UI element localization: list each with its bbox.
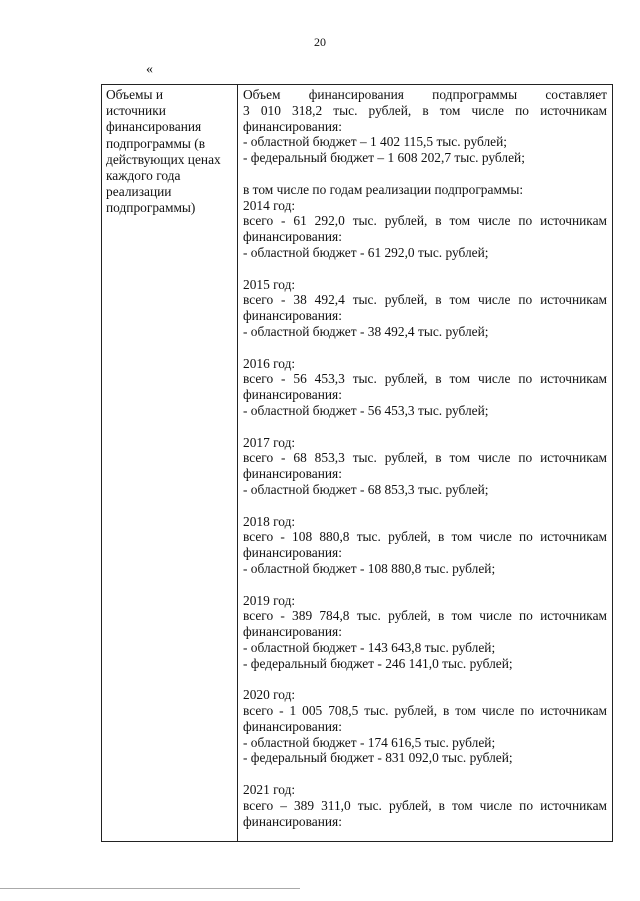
summary-line: 3 010 318,2 тыс. рублей, в том числе по источникам <box>243 102 607 118</box>
year-regional: - областной бюджет - 61 292,0 тыс. рублей; <box>243 244 489 260</box>
year-heading: 2015 год: <box>243 276 296 292</box>
year-block-2019 <box>243 593 607 672</box>
year-total: всего – 389 311,0 тыс. рублей, в том числе по источникам <box>243 797 607 813</box>
year-regional: - областной бюджет - 174 616,5 тыс. рублей; <box>243 734 496 750</box>
year-sources: финансирования: <box>243 813 342 829</box>
funding-table <box>101 84 613 842</box>
year-federal: - федеральный бюджет - 831 092,0 тыс. рублей; <box>243 750 513 766</box>
label-line: источники <box>106 103 166 119</box>
label-line: Объемы и <box>106 87 164 102</box>
year-block-2018 <box>243 514 607 577</box>
year-federal: - федеральный бюджет - 246 141,0 тыс. рублей; <box>243 655 513 671</box>
year-block-2017 <box>243 435 607 498</box>
summary-line: Объем финансирования подпрограммы составляет <box>243 87 607 102</box>
year-total: всего - 389 784,8 тыс. рублей, в том числе по источникам <box>243 608 607 624</box>
year-regional: - областной бюджет - 143 643,8 тыс. рублей; <box>243 639 496 655</box>
year-sources: финансирования: <box>243 545 342 561</box>
year-sources: финансирования: <box>243 308 342 324</box>
by-years-intro: в том числе по годам реализации подпрограммы: <box>243 181 524 197</box>
year-total: всего - 56 453,3 тыс. рублей, в том числе по источникам <box>243 371 607 387</box>
year-heading: 2021 год: <box>243 782 296 798</box>
year-total: всего - 61 292,0 тыс. рублей, в том числе по источникам <box>243 213 607 229</box>
summary-line: финансирования: <box>243 118 342 134</box>
label-line: подпрограммы (в <box>106 135 206 151</box>
summary-federal: - федеральный бюджет – 1 608 202,7 тыс. рублей; <box>243 150 525 166</box>
opening-quote-mark: « <box>146 62 153 77</box>
year-sources: финансирования: <box>243 229 342 245</box>
year-total: всего - 38 492,4 тыс. рублей, в том числе по источникам <box>243 292 607 308</box>
year-heading: 2014 год: <box>243 197 296 213</box>
page-number: 20 <box>314 35 326 49</box>
label-line: подпрограммы) <box>106 200 196 216</box>
footer-rule <box>0 888 300 889</box>
label-line: реализации <box>106 184 172 200</box>
year-sources: финансирования: <box>243 466 342 482</box>
year-regional: - областной бюджет - 38 492,4 тыс. рублей; <box>243 323 489 339</box>
label-line: каждого года <box>106 168 181 184</box>
year-sources: финансирования: <box>243 387 342 403</box>
year-block-2020 <box>243 687 607 766</box>
year-heading: 2020 год: <box>243 687 296 703</box>
table-label-cell <box>102 85 238 841</box>
year-regional: - областной бюджет - 56 453,3 тыс. рублей; <box>243 402 489 418</box>
year-total: всего - 108 880,8 тыс. рублей, в том числе по источникам <box>243 529 607 545</box>
year-heading: 2017 год: <box>243 434 296 450</box>
year-heading: 2016 год: <box>243 355 296 371</box>
label-line: финансирования <box>106 119 202 135</box>
funding-summary <box>243 87 607 166</box>
year-total: всего - 68 853,3 тыс. рублей, в том числе по источникам <box>243 450 607 466</box>
year-regional: - областной бюджет - 108 880,8 тыс. рублей; <box>243 560 496 576</box>
year-heading: 2018 год: <box>243 513 296 529</box>
label-line: действующих ценах <box>106 151 221 167</box>
year-block-2021 <box>243 782 607 829</box>
year-block-2015 <box>243 277 607 340</box>
year-sources: финансирования: <box>243 718 342 734</box>
year-sources: финансирования: <box>243 624 342 640</box>
year-total: всего - 1 005 708,5 тыс. рублей, в том числе по источникам <box>243 703 607 719</box>
year-block-2014 <box>243 198 607 261</box>
table-content-cell <box>238 85 612 842</box>
summary-regional: - областной бюджет – 1 402 115,5 тыс. рублей; <box>243 134 507 150</box>
year-block-2016 <box>243 356 607 419</box>
year-regional: - областной бюджет - 68 853,3 тыс. рублей; <box>243 481 489 497</box>
year-heading: 2019 год: <box>243 592 296 608</box>
